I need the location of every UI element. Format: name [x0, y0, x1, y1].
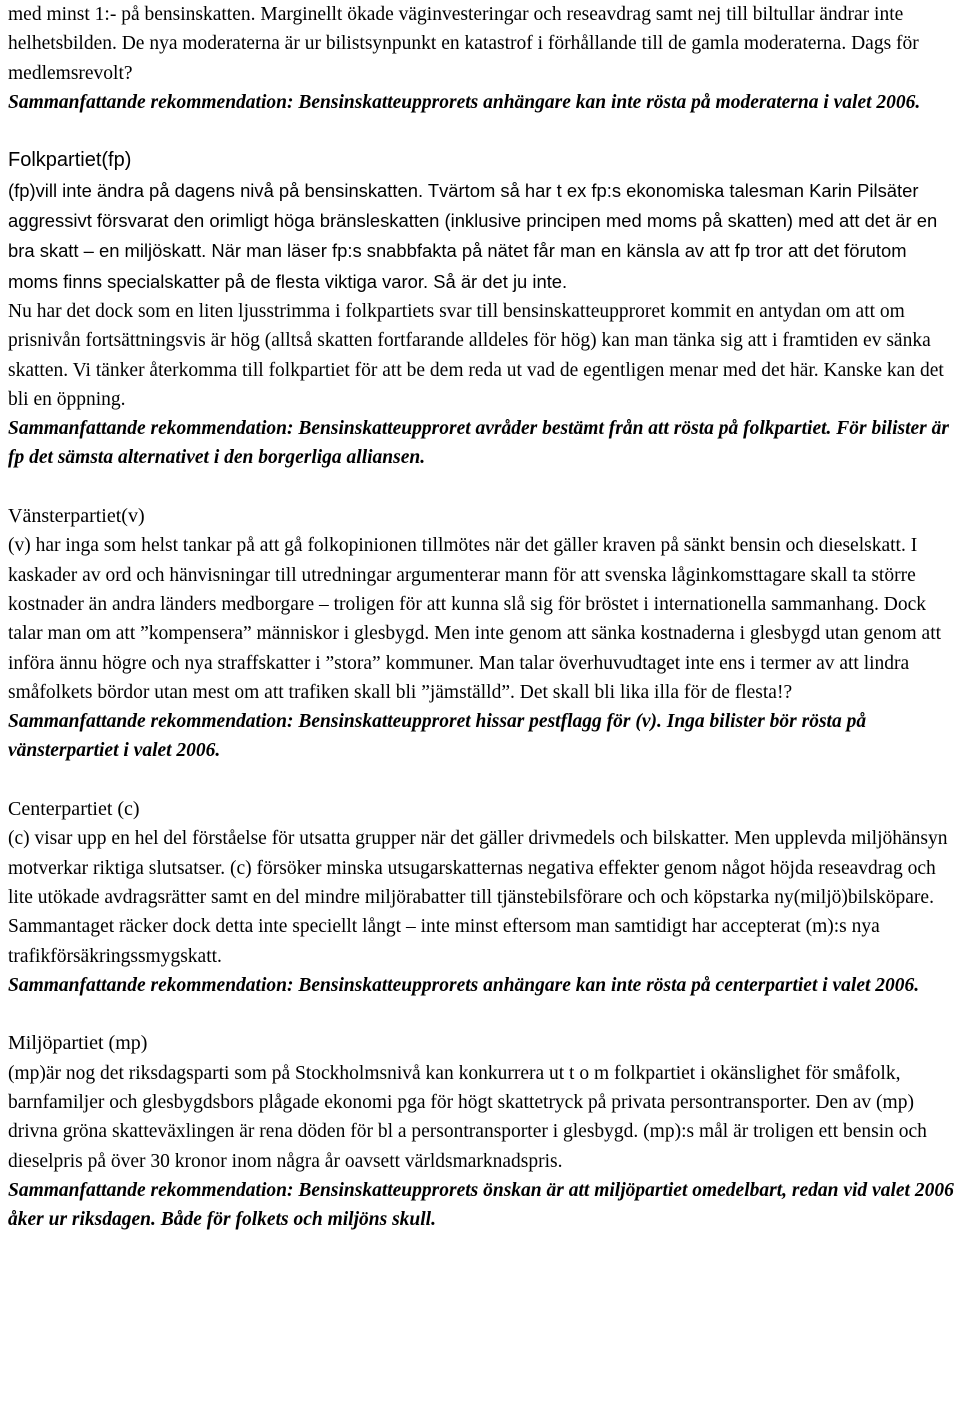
- section-heading-fp: Folkpartiet(fp): [8, 149, 132, 172]
- intro-paragraph: med minst 1:- på bensinskatten. Marginellt ökade väginvesteringar och reseavdrag samt nej till biltullar ändrar inte helhetsbilden. De nya moderaterna är ur bilistsynpunkt en katastrof i förhållande till de gamla moderaterna. Dags för medlemsrevolt?: [8, 4, 919, 84]
- moderaterna-recommendation: [8, 88, 956, 117]
- recommendation-label: Sammanfattande rekommendation: [8, 1179, 287, 1201]
- v-paragraph-1: (v) har inga som helst tankar på att gå folkopinionen tillmötes när det gäller kraven på sänkt bensin och dieselskatt. I kaskader av ord och hänvisningar till utredningar argumenterar mann för att svenska låginkomsttagare skall ta större kostnader än andra länders medborgare – troligen för att kunna slå sig för bröstet i internationella sammanhang. Dock talar man om att ”kompensera” människor i glesbygd. Men inte genom att sänka kostnaderna i glesbygd utan genom att införa ännu högre och nya straffskatter i ”stora” kommuner. Man talar överhuvudtaget inte ens i termer av att lindra småfolkets bördor utan mest om att trafiken skall bli ”jämställd”. Det skall bli lika illa för de flesta!?: [8, 535, 942, 703]
- recommendation-label: Sammanfattande rekommendation: [8, 91, 287, 113]
- section-heading-c: Centerpartiet (c): [8, 798, 140, 821]
- recommendation-label: Sammanfattande rekommendation: [8, 711, 287, 733]
- fp-recommendation: [8, 414, 956, 473]
- recommendation-text: : Bensinskatteupproret hissar pestflagg för (v). Inga bilister bör rösta på vänsterpartiet i valet 2006.: [8, 711, 867, 762]
- v-recommendation: [8, 707, 956, 766]
- c-paragraph-1: (c) visar upp en hel del förståelse för utsatta grupper när det gäller drivmedels och bilskatter. Men upplevda miljöhänsyn motverkar riktiga slutsatser. (c) försöker minska utsugarskatternas negativa effekter genom något höjda reseavdrag och lite utökade avdragsrätter samt en del mindre miljörabatter till tjänstebilsförare och och köpstarka ny(miljö)bilsköpare.: [8, 828, 948, 908]
- recommendation-text: : Bensinskatteupproret avråder bestämt från att rösta på folkpartiet. För bilister är fp det sämsta alternativet i den borgerliga alliansen.: [8, 418, 949, 469]
- spacer: [8, 1000, 956, 1029]
- recommendation-text: : Bensinskatteupprorets anhängare kan inte rösta på centerpartiet i valet 2006.: [287, 974, 920, 996]
- fp-lead-sentence: (fp)vill inte ändra på dagens nivå på bensinskatten.: [8, 179, 424, 201]
- mp-recommendation: [8, 1176, 956, 1235]
- c-paragraph-2: Sammantaget räcker dock detta inte speciellt långt – inte minst eftersom man samtidigt har accepterat (m):s nya trafikförsäkringssmygskatt.: [8, 916, 880, 967]
- fp-paragraph-2: Nu har det dock som en liten ljusstrimma i folkpartiets svar till bensinskatteupproret kommit en antydan om att om prisnivån fortsättningsvis är hög (alltså skatten fortfarande alldeles för hög) kan man tänka sig att i framtiden ev sänka skatten. Vi tänker återkomma till folkpartiet för att be dem reda ut vad de egentligen menar med det här. Kanske kan det bli en öppning.: [8, 300, 944, 410]
- recommendation-label: Sammanfattande rekommendation: [8, 974, 287, 996]
- section-heading-mp: Miljöpartiet (mp): [8, 1032, 148, 1055]
- recommendation-text: : Bensinskatteupprorets anhängare kan inte rösta på moderaterna i valet 2006.: [287, 91, 921, 113]
- c-recommendation: [8, 971, 956, 1000]
- fp-body-text: Tvärtom så har t ex fp:s ekonomiska talesman Karin Pilsäter aggressivt försvarat den orimligt höga bränsleskatten (inklusive principen med moms på skatten) med att det är en bra skatt – en miljöskatt. När man läser fp:s snabbfakta på nätet får man en känsla av att fp tror att det förutom moms finns specialskatter på de flesta viktiga varor. Så är det ju inte.: [8, 179, 938, 292]
- mp-paragraph-1: (mp)är nog det riksdagsparti som på Stockholmsnivå kan konkurrera ut t o m folkpartiet i okänslighet för småfolk, barnfamiljer och glesbygdsbors plågade ekonomi pga för högt skattetryck på privata persontransporter. Den av (mp) drivna gröna skatteväxlingen är rena döden för bl a persontransporter i glesbygd. (mp):s mål är troligen ett bensin och dieselpris på över 30 kronor inom några år oavsett världsmarknadspris.: [8, 1062, 927, 1172]
- fp-paragraph-1: [8, 176, 956, 297]
- spacer: [8, 473, 956, 502]
- recommendation-label: Sammanfattande rekommendation: [8, 418, 287, 440]
- document-page: [8, 0, 956, 1234]
- recommendation-text: : Bensinskatteupprorets önskan är att miljöpartiet omedelbart, redan vid valet 2006 åker ur riksdagen. Både för folkets och miljöns skull.: [8, 1179, 954, 1231]
- spacer: [8, 117, 956, 146]
- spacer: [8, 766, 956, 795]
- section-heading-v: Vänsterpartiet(v): [8, 505, 145, 528]
